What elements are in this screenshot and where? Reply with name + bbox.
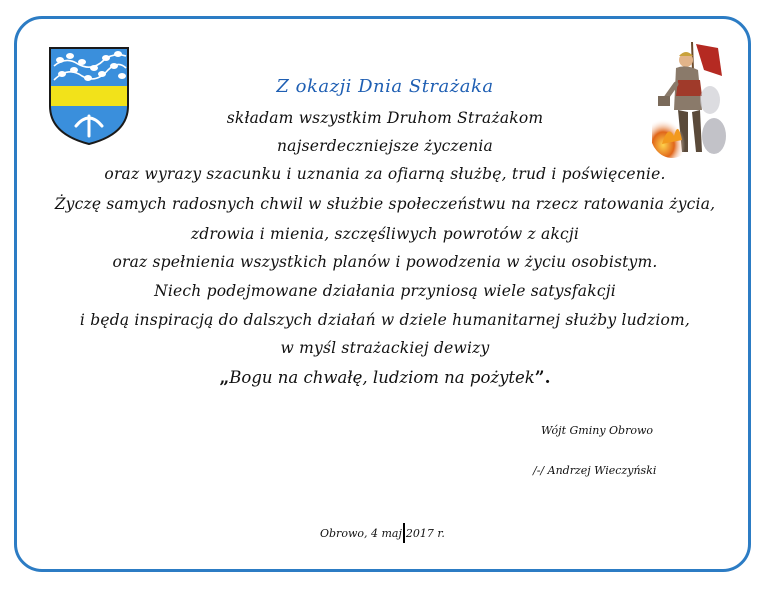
greeting-title: Z okazji Dnia Strażaka (276, 76, 494, 97)
greeting-line: składam wszystkim Druhom Strażakom (226, 109, 544, 127)
greeting-line: oraz wyrazy szacunku i uznania za ofiarną służbę, trud i poświęcenie. (104, 165, 666, 183)
greeting-line: oraz spełnienia wszystkich planów i powodzenia w życiu osobistym. (112, 253, 658, 271)
motto-open-quote: „ (219, 368, 230, 388)
greeting-line: w myśl strażackiej dewizy (280, 339, 490, 357)
greeting-line: najserdeczniejsze życzenia (277, 137, 493, 155)
text-cursor (403, 523, 405, 543)
motto-close-quote: ”. (534, 368, 551, 388)
motto-text: Bogu na chwałę, ludziom na pożytek (229, 368, 535, 387)
greeting-line: i będą inspiracją do dalszych działań w dziele humanitarnej służby ludziom, (79, 311, 691, 329)
greeting-line: zdrowia i mienia, szczęśliwych powrotów z akcji (190, 225, 580, 243)
greeting-line: Życzę samych radosnych chwil w służbie społeczeństwu na rzecz ratowania życia, (54, 195, 716, 213)
signature-title: Wójt Gminy Obrowo (541, 424, 654, 437)
greeting-line: Niech podejmowane działania przyniosą wiele satysfakcji (154, 282, 616, 300)
date-line (320, 523, 445, 543)
motto (20, 368, 750, 388)
date-year: 2017 r. (405, 527, 445, 540)
date-place: Obrowo, 4 maj (320, 527, 402, 540)
signature-name: /-/ Andrzej Wieczyński (533, 464, 657, 477)
